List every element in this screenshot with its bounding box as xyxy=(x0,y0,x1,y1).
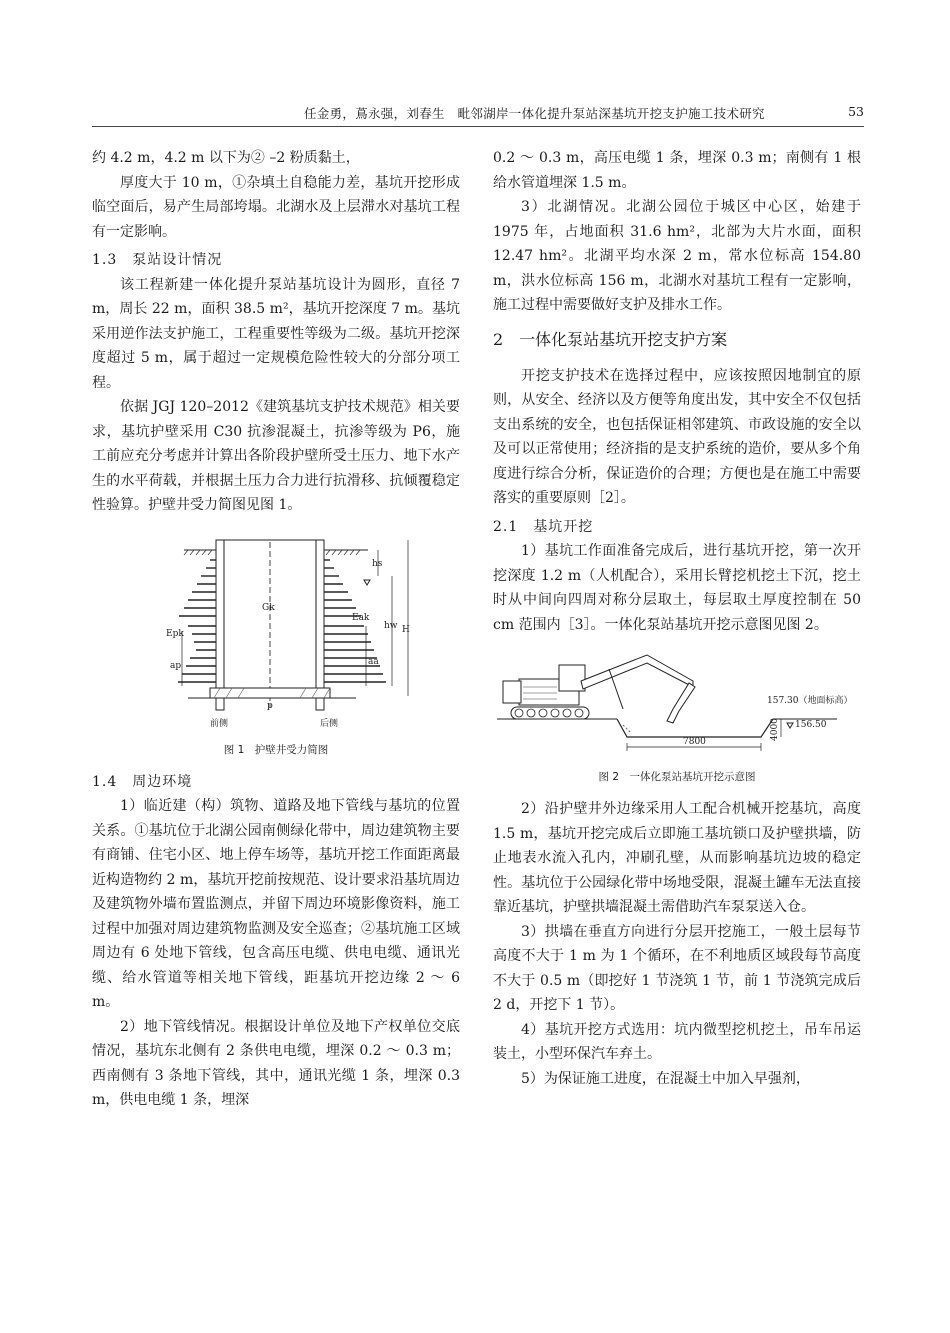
label-epk: Epk xyxy=(166,628,184,639)
label-depth: 4000 xyxy=(770,718,780,741)
figure-2-excavation-diagram xyxy=(497,651,857,763)
figure-2-caption: 图 2 一体化泵站基坑开挖示意图 xyxy=(598,771,756,783)
label-ground-elevation: 157.30（地面标高） xyxy=(767,696,853,706)
label-aa: aa xyxy=(368,656,379,667)
figure-1-caption: 图 1 护壁井受力简图 xyxy=(223,743,329,756)
label-hw: hw xyxy=(384,620,398,631)
paragraph: 约 4.2 m，4.2 m 以下为② –2 粉质黏土， xyxy=(92,150,360,166)
section-heading-1-4: 1.4 周边环境 xyxy=(92,773,193,790)
paragraph: 1）基坑工作面准备完成后，进行基坑开挖，第一次开挖深度 1.2 m（人机配合），采用长臂挖机挖土下沉，挖土时从中间向四周对称分层取土，每层取土厚度控制在 50 cm 范围内［3］。一体化泵站基坑开挖示意图见图 2。 xyxy=(493,543,861,633)
label-water-elevation: 156.50 xyxy=(795,720,827,730)
figure-1-pressure-diagram xyxy=(106,536,446,736)
paragraph: 厚度大于 10 m，①杂填土自稳能力差，基坑开挖形成临空面后，易产生局部垮塌。北湖水及上层滞水对基坑工程有一定影响。 xyxy=(92,174,460,240)
right-column xyxy=(493,146,861,1091)
section-heading-2: 2 一体化泵站基坑开挖支护方案 xyxy=(493,329,728,349)
paragraph: 3）拱墙在垂直方向进行分层开挖施工，一般土层每节高度不大于 1 m 为 1 个循环，在不利地质区域段每节高度不大于 0.5 m（即挖好 1 节浇筑 1 节，前 1 节浇筑完成后 2 d，开挖下 1 节）。 xyxy=(493,923,861,1013)
paragraph: 开挖支护技术在选择过程中，应该按照因地制宜的原则，从安全、经济以及方便等角度出发，其中安全不仅包括支出系统的安全，也包括保证相邻建筑、市政设施的安全以及可以正常使用；经济指的是支护系统的造价，要从多个角度进行综合分析，保证造价的合理；方便也是在施工中需要落实的重要原则［2］。 xyxy=(493,367,861,506)
section-heading-2-1: 2.1 基坑开挖 xyxy=(493,518,594,535)
paragraph: 依据 JGJ 120–2012《建筑基坑支护技术规范》相关要求，基坑护壁采用 C30 抗渗混凝土，抗渗等级为 P6，施工前应充分考虑并计算出各阶段护壁所受土压力、地下水产生的水平荷载，并根据土压力合力进行抗滑移、抗倾覆稳定性验算。护壁井受力简图见图 1。 xyxy=(92,399,460,513)
label-width: 7800 xyxy=(683,737,706,747)
label-p: p xyxy=(267,700,273,711)
paragraph: 0.2 ～ 0.3 m，高压电缆 1 条，埋深 0.3 m；南侧有 1 根给水管道埋深 1.5 m。 xyxy=(493,150,861,191)
running-header xyxy=(92,104,864,127)
left-column xyxy=(92,146,460,1113)
label-back: 后侧 xyxy=(320,718,339,729)
paragraph: 5）为保证施工进度，在混凝土中加入早强剂， xyxy=(521,1070,810,1087)
paragraph: 该工程新建一体化提升泵站基坑设计为圆形，直径 7 m，周长 22 m，面积 38.5 m²，基坑开挖深度 7 m。基坑采用逆作法支护施工，工程重要性等级为二级。基坑开挖深度超过 5 m，属于超过一定规模危险性较大的分部分项工程。 xyxy=(92,276,460,391)
label-front: 前侧 xyxy=(210,718,229,729)
section-heading-1-3: 1.3 泵站设计情况 xyxy=(92,252,223,268)
page-number: 53 xyxy=(848,104,864,119)
label-gk: Gk xyxy=(262,602,275,613)
label-h: H xyxy=(402,624,410,635)
water-level-icon xyxy=(787,723,793,728)
label-eak: Eak xyxy=(352,612,370,623)
paragraph: 2）地下管线情况。根据设计单位及地下产权单位交底情况，基坑东北侧有 2 条供电电缆，埋深 0.2 ～ 0.3 m；西南侧有 3 条地下管线，其中，通讯光缆 1 条，埋深 0.3 m，供电电缆 1 条，埋深 xyxy=(92,1018,460,1108)
paragraph: 3）北湖情况。北湖公园位于城区中心区，始建于 1975 年，占地面积 31.6 hm²，北部为大片水面，面积 12.47 hm²。北湖平均水深 2 m，常水位标高 154.80 m，洪水位标高 156 m，北湖水对基坑工程有一定影响，施工过程中需要做好支护及排水工作。 xyxy=(493,199,861,313)
header-title: 任金勇，蔦永强，刘春生 毗邻湖岸一体化提升泵站深基坑开挖支护施工技术研究 xyxy=(304,106,765,121)
paragraph: 4）基坑开挖方式选用：坑内微型挖机挖土，吊车吊运装土，小型环保汽车弃土。 xyxy=(493,1021,861,1062)
label-hs: hs xyxy=(372,558,383,569)
label-ap: ap xyxy=(170,660,182,671)
paragraph: 1）临近建（构）筑物、道路及地下管线与基坑的位置关系。①基坑位于北湖公园南侧绿化带中，周边建筑物主要有商铺、住宅小区、地上停车场等，基坑开挖工作面距离最近构造物约 2 m，基坑开挖前按规范、设计要求沿基坑周边及建筑物外墙布置监测点，并留下周边环境影像资料，施工过程中加强对周边建筑物监测及安全巡查；②基坑施工区域周边有 6 处地下管线，包含高压电缆、供电电缆、通讯光缆、给水管道等相关地下管线，距基坑开挖边缘 2 ～ 6 m。 xyxy=(92,798,460,1010)
paragraph: 2）沿护壁井外边缘采用人工配合机械开挖基坑，高度 1.5 m，基坑开挖完成后立即施工基坑锁口及护壁拱墙，防止地表水流入孔内，冲刷孔壁，从而影响基坑边坡的稳定性。基坑位于公园绿化带中场地受限，混凝土罐车无法直接靠近基坑，护壁拱墙混凝土需借助汽车泵泵送入仓。 xyxy=(493,801,861,915)
